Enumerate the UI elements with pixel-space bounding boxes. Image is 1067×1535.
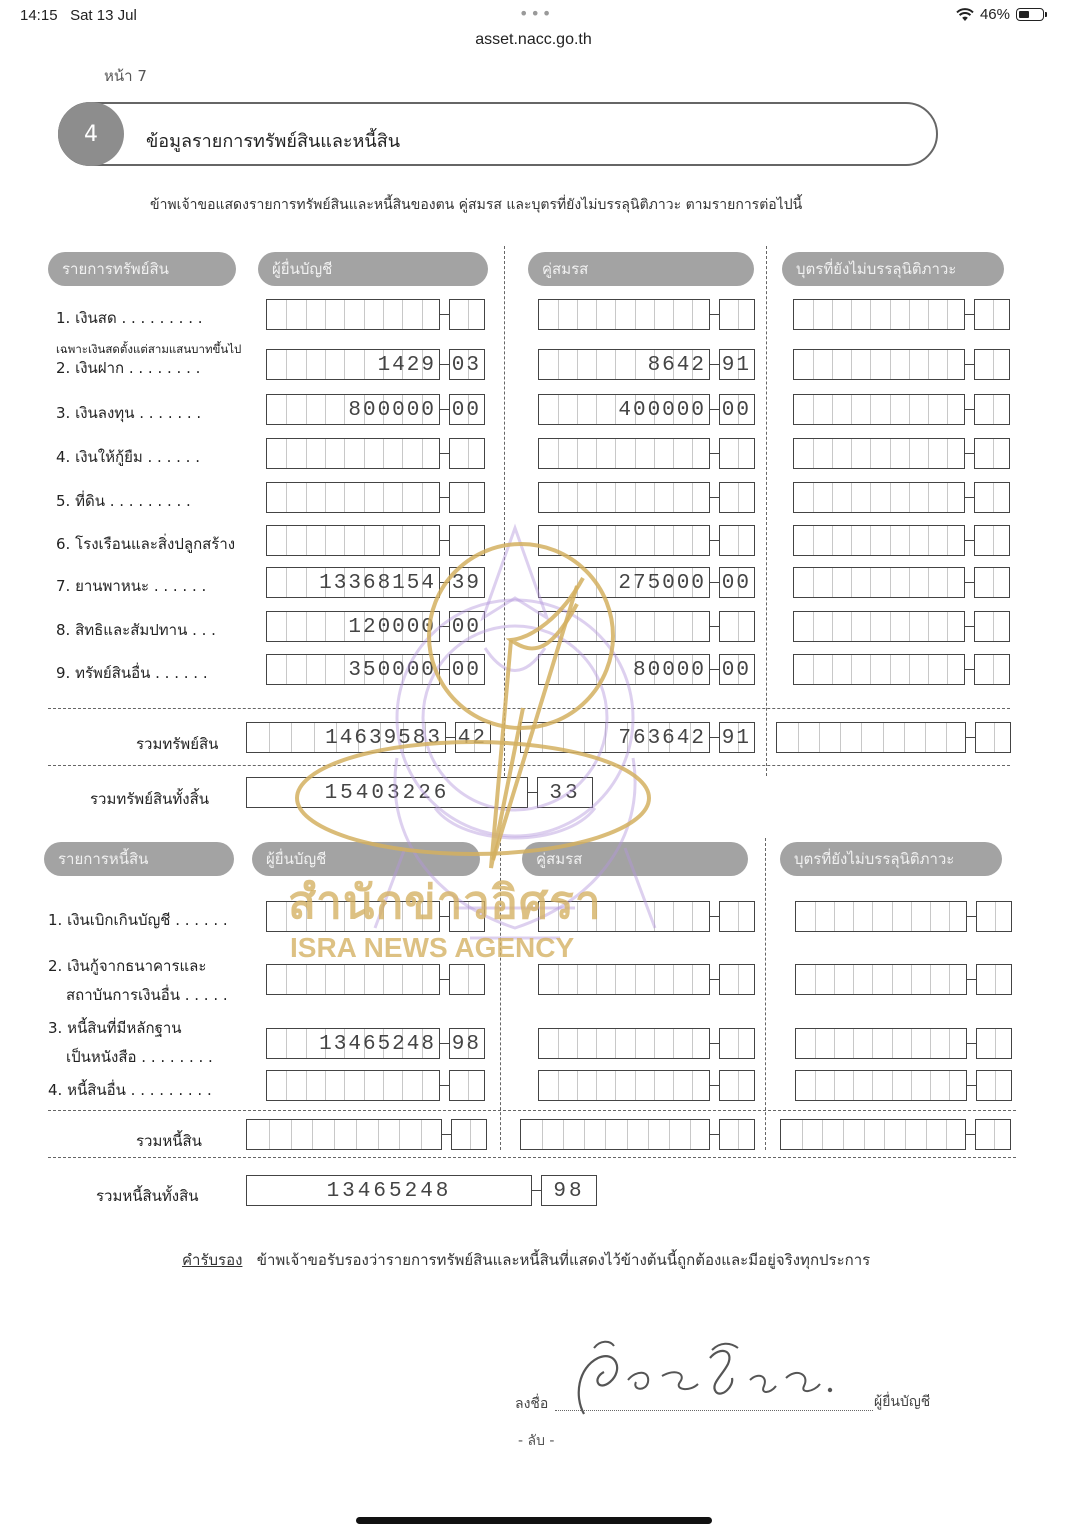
asset-filer-field-satang-value: 00 xyxy=(451,658,481,682)
asset-spouse-field xyxy=(538,349,755,380)
asset-spouse-field xyxy=(538,654,755,685)
asset-total-children-baht xyxy=(776,722,966,753)
liability-row-label: 3. หนี้สินที่มีหลักฐาน xyxy=(48,1019,182,1037)
handwritten-signature-icon xyxy=(570,1328,840,1428)
asset-grand-total-label: รวมทรัพย์สินทั้งสิ้น xyxy=(90,790,210,808)
header-liability-children: บุตรที่ยังไม่บรรลุนิติภาวะ xyxy=(780,842,1002,876)
section-title: ข้อมูลรายการทรัพย์สินและหนี้สิน xyxy=(146,131,401,152)
baht-satang-separator xyxy=(965,453,974,455)
asset-filer-field xyxy=(266,567,485,598)
liability-spouse-field xyxy=(538,964,755,995)
grand-total-satang-field xyxy=(537,777,593,808)
asset-spouse-field-satang xyxy=(719,299,755,330)
baht-satang-separator xyxy=(710,916,719,918)
asset-grand-total-box xyxy=(246,777,593,808)
baht-satang-separator xyxy=(967,916,976,918)
asset-filer-field-baht xyxy=(266,525,440,556)
liability-children-field-baht xyxy=(795,964,967,995)
asset-filer-field-satang xyxy=(449,438,485,469)
liability-total-spouse-baht xyxy=(520,1119,710,1150)
asset-total-filer-baht xyxy=(246,722,446,753)
asset-total-spouse-baht xyxy=(520,722,710,753)
liability-children-field-baht xyxy=(795,1070,967,1101)
asset-filer-field-value: 800000 xyxy=(348,398,436,422)
header-asset-spouse: คู่สมรส xyxy=(528,252,754,286)
asset-total-filer-satang xyxy=(455,722,491,753)
liability-children-field xyxy=(795,1070,1012,1101)
asset-children-field-baht xyxy=(793,654,965,685)
liability-grand-total-satang: 98 xyxy=(553,1179,585,1203)
asset-filer-field-satang xyxy=(449,394,485,425)
asset-spouse-field xyxy=(538,299,755,330)
liability-grand-total-baht-field xyxy=(246,1175,532,1206)
baht-satang-separator xyxy=(710,1134,719,1136)
column-separator xyxy=(765,838,766,1150)
baht-satang-separator xyxy=(710,737,719,739)
baht-satang-separator xyxy=(710,626,719,628)
asset-children-field-satang xyxy=(974,299,1010,330)
baht-satang-separator xyxy=(440,314,449,316)
asset-children-field xyxy=(793,525,1010,556)
asset-spouse-field-value: 400000 xyxy=(618,398,706,422)
asset-filer-field-baht xyxy=(266,438,440,469)
asset-spouse-field-baht xyxy=(538,482,710,513)
baht-satang-separator xyxy=(440,1043,449,1045)
intro-text: ข้าพเจ้าขอแสดงรายการทรัพย์สินและหนี้สินของตน คู่สมรส และบุตรที่ยังไม่บรรลุนิติภาวะ ตามรายการต่อไปนี้ xyxy=(150,197,803,213)
baht-satang-separator xyxy=(967,1085,976,1087)
asset-row-label: 3. เงินลงทุน . . . . . . . xyxy=(56,404,202,422)
asset-spouse-field-satang-value: 00 xyxy=(721,571,751,595)
liability-filer-field-baht xyxy=(266,964,440,995)
liability-spouse-field xyxy=(538,1070,755,1101)
baht-satang-separator xyxy=(965,669,974,671)
asset-filer-field-satang xyxy=(449,299,485,330)
asset-children-field xyxy=(793,394,1010,425)
asset-spouse-field xyxy=(538,394,755,425)
liability-filer-field-satang xyxy=(449,964,485,995)
liability-grand-total-value: 13465248 xyxy=(326,1179,452,1203)
liability-total-spouse xyxy=(520,1119,755,1150)
liability-total-children xyxy=(780,1119,1011,1150)
asset-spouse-field-satang xyxy=(719,611,755,642)
asset-children-field-baht xyxy=(793,482,965,513)
asset-row-label: 6. โรงเรือนและสิ่งปลูกสร้าง xyxy=(56,535,236,553)
wifi-icon xyxy=(956,8,974,22)
liability-filer-field xyxy=(266,1070,485,1101)
asset-filer-field-satang-value: 00 xyxy=(451,615,481,639)
column-separator xyxy=(504,246,505,776)
baht-satang-separator xyxy=(966,737,975,739)
asset-children-field-baht xyxy=(793,394,965,425)
status-bar xyxy=(0,0,1067,59)
liability-total-filer-baht xyxy=(246,1119,442,1150)
asset-children-field-satang xyxy=(974,349,1010,380)
asset-spouse-field-satang xyxy=(719,567,755,598)
clock-time: 14:15 xyxy=(20,7,58,24)
liability-spouse-field-baht xyxy=(538,1028,710,1059)
asset-row-label: 5. ที่ดิน . . . . . . . . . xyxy=(56,492,191,510)
asset-filer-field-value: 13368154 xyxy=(319,571,436,595)
asset-filer-field-baht xyxy=(266,349,440,380)
liability-children-field-baht xyxy=(795,1028,967,1059)
baht-satang-separator xyxy=(965,540,974,542)
asset-children-field-satang xyxy=(974,611,1010,642)
status-right xyxy=(956,6,1047,23)
liability-total-spouse-satang xyxy=(719,1119,755,1150)
liability-children-field-satang xyxy=(976,901,1012,932)
asset-filer-field xyxy=(266,438,485,469)
asset-grand-total-satang: 33 xyxy=(549,781,581,805)
asset-filer-field-value: 120000 xyxy=(348,615,436,639)
liability-spouse-field-satang xyxy=(719,901,755,932)
asset-children-field-satang xyxy=(974,482,1010,513)
asset-spouse-field-baht xyxy=(538,654,710,685)
baht-satang-separator xyxy=(446,737,455,739)
asset-total-filer-satang-value: 42 xyxy=(457,726,487,750)
battery-percent: 46% xyxy=(979,6,1010,23)
liability-total-filer-satang xyxy=(451,1119,487,1150)
asset-filer-field-baht xyxy=(266,654,440,685)
liability-children-field-baht xyxy=(795,901,967,932)
asset-filer-field-value: 350000 xyxy=(348,658,436,682)
liability-children-field-satang xyxy=(976,1028,1012,1059)
asset-children-field-satang xyxy=(974,525,1010,556)
asset-children-field xyxy=(793,567,1010,598)
asset-row-label: 8. สิทธิและสัมปทาน . . . xyxy=(56,621,216,639)
asset-children-field-baht xyxy=(793,438,965,469)
asset-filer-field-satang xyxy=(449,349,485,380)
asset-total-spouse xyxy=(520,722,755,753)
asset-filer-field-baht xyxy=(266,567,440,598)
signature-role: ผู้ยื่นบัญชี xyxy=(874,1394,931,1410)
asset-row-label: 2. เงินฝาก . . . . . . . . xyxy=(56,359,201,377)
baht-satang-separator xyxy=(966,1134,975,1136)
asset-children-field-baht xyxy=(793,567,965,598)
liability-filer-field-baht xyxy=(266,1070,440,1101)
liability-total-children-baht xyxy=(780,1119,966,1150)
status-time xyxy=(20,7,137,24)
battery-icon xyxy=(1016,8,1044,21)
baht-satang-separator xyxy=(710,1043,719,1045)
liability-row-label: 1. เงินเบิกเกินบัญชี . . . . . . xyxy=(48,911,228,929)
asset-spouse-field xyxy=(538,567,755,598)
address-url[interactable]: asset.nacc.go.th xyxy=(475,31,592,48)
liability-total-label: รวมหนี้สิน xyxy=(136,1132,202,1150)
section-number: 4 xyxy=(58,102,124,166)
asset-spouse-field-baht xyxy=(538,438,710,469)
asset-filer-field-satang xyxy=(449,611,485,642)
asset-total-children xyxy=(776,722,1011,753)
header-asset-filer: ผู้ยื่นบัญชี xyxy=(258,252,488,286)
baht-satang-separator xyxy=(440,409,449,411)
asset-spouse-field-satang xyxy=(719,525,755,556)
liability-grand-total-box xyxy=(246,1175,597,1206)
liability-filer-field-satang xyxy=(449,1028,485,1059)
asset-filer-field-satang-value: 03 xyxy=(451,353,481,377)
baht-satang-separator xyxy=(440,582,449,584)
asset-spouse-field-baht xyxy=(538,349,710,380)
asset-filer-field-satang xyxy=(449,525,485,556)
baht-satang-separator xyxy=(440,540,449,542)
asset-children-field-satang xyxy=(974,567,1010,598)
asset-filer-field xyxy=(266,482,485,513)
baht-satang-separator xyxy=(442,1134,451,1136)
asset-spouse-field-satang xyxy=(719,349,755,380)
asset-children-field-baht xyxy=(793,349,965,380)
asset-spouse-field xyxy=(538,482,755,513)
asset-filer-field-satang xyxy=(449,482,485,513)
liability-grand-total-label: รวมหนี้สินทั้งสิน xyxy=(96,1187,199,1205)
asset-spouse-field-baht xyxy=(538,567,710,598)
liability-spouse-field xyxy=(538,1028,755,1059)
baht-satang-separator xyxy=(710,453,719,455)
asset-spouse-field xyxy=(538,525,755,556)
battery-nub xyxy=(1045,12,1047,17)
liability-spouse-field-satang xyxy=(719,964,755,995)
liability-row-label: 4. หนี้สินอื่น . . . . . . . . . xyxy=(48,1081,212,1099)
asset-spouse-field-baht xyxy=(538,611,710,642)
baht-satang-separator xyxy=(965,364,974,366)
liability-children-field-satang xyxy=(976,964,1012,995)
baht-satang-separator xyxy=(532,1190,541,1192)
asset-filer-field-baht xyxy=(266,482,440,513)
asset-filer-field-satang-value: 39 xyxy=(451,571,481,595)
asset-filer-field-satang-value: 00 xyxy=(451,398,481,422)
asset-children-field-satang xyxy=(974,654,1010,685)
signature-label: ลงชื่อ xyxy=(515,1396,549,1412)
row-separator xyxy=(48,765,1010,766)
header-asset-children: บุตรที่ยังไม่บรรลุนิติภาวะ xyxy=(782,252,1004,286)
asset-filer-field xyxy=(266,299,485,330)
liability-filer-field xyxy=(266,964,485,995)
clock-date: Sat 13 Jul xyxy=(70,7,137,24)
row-separator xyxy=(48,1110,1016,1111)
baht-satang-separator xyxy=(967,979,976,981)
asset-spouse-field-satang xyxy=(719,394,755,425)
asset-total-label: รวมทรัพย์สิน xyxy=(136,735,219,753)
asset-filer-field-value: 1429 xyxy=(377,353,436,377)
asset-filer-field-baht xyxy=(266,394,440,425)
baht-satang-separator xyxy=(440,669,449,671)
asset-filer-field-satang xyxy=(449,654,485,685)
liability-filer-field-baht xyxy=(266,1028,440,1059)
asset-spouse-field-satang-value: 00 xyxy=(721,398,751,422)
baht-satang-separator xyxy=(965,626,974,628)
column-separator xyxy=(766,246,767,776)
liability-spouse-field-baht xyxy=(538,964,710,995)
asset-total-spouse-value: 763642 xyxy=(618,726,706,750)
certification xyxy=(182,1248,870,1272)
grand-total-baht-field xyxy=(246,777,528,808)
cash-note: เฉพาะเงินสดตั้งแต่สามแสนบาทขึ้นไป xyxy=(56,342,242,356)
liability-filer-field xyxy=(266,1028,485,1059)
header-liability-filer: ผู้ยื่นบัญชี xyxy=(252,842,480,876)
asset-spouse-field-value: 80000 xyxy=(632,658,706,682)
liability-spouse-field-satang xyxy=(719,1070,755,1101)
asset-filer-field xyxy=(266,654,485,685)
liability-filer-field-value: 13465248 xyxy=(319,1032,436,1056)
asset-row-label: 9. ทรัพย์สินอื่น . . . . . . xyxy=(56,664,208,682)
asset-children-field xyxy=(793,482,1010,513)
liability-children-field xyxy=(795,1028,1012,1059)
asset-spouse-field-baht xyxy=(538,525,710,556)
asset-row-label: 4. เงินให้กู้ยืม . . . . . . xyxy=(56,448,200,466)
asset-spouse-field xyxy=(538,611,755,642)
asset-total-children-satang xyxy=(975,722,1011,753)
baht-satang-separator xyxy=(965,582,974,584)
asset-children-field-baht xyxy=(793,611,965,642)
certification-heading: คำรับรอง xyxy=(182,1251,243,1269)
asset-filer-field-satang xyxy=(449,567,485,598)
liability-row-label: 2. เงินกู้จากธนาคารและ xyxy=(48,957,207,975)
watermark-english-text: ISRA NEWS AGENCY xyxy=(290,932,575,963)
asset-children-field-satang xyxy=(974,438,1010,469)
asset-total-spouse-satang xyxy=(719,722,755,753)
liability-filer-field-satang-value: 98 xyxy=(451,1032,481,1056)
liability-children-field-satang xyxy=(976,1070,1012,1101)
asset-spouse-field-satang-value: 00 xyxy=(721,658,751,682)
liability-total-filer xyxy=(246,1119,487,1150)
baht-satang-separator xyxy=(710,497,719,499)
asset-children-field-baht xyxy=(793,299,965,330)
asset-spouse-field xyxy=(538,438,755,469)
baht-satang-separator xyxy=(528,792,537,794)
liability-spouse-field-satang xyxy=(719,1028,755,1059)
asset-filer-field xyxy=(266,525,485,556)
baht-satang-separator xyxy=(710,409,719,411)
more-dots-icon[interactable]: ••• xyxy=(519,4,554,23)
baht-satang-separator xyxy=(967,1043,976,1045)
baht-satang-separator xyxy=(710,582,719,584)
liability-row-label-line2: เป็นหนังสือ . . . . . . . . xyxy=(66,1048,213,1066)
liability-children-field xyxy=(795,901,1012,932)
row-separator xyxy=(48,1157,1016,1158)
row-separator xyxy=(48,708,1010,709)
liability-children-field xyxy=(795,964,1012,995)
asset-filer-field xyxy=(266,394,485,425)
asset-spouse-field-baht xyxy=(538,394,710,425)
baht-satang-separator xyxy=(710,540,719,542)
baht-satang-separator xyxy=(965,497,974,499)
liability-filer-field-satang xyxy=(449,1070,485,1101)
asset-spouse-field-satang xyxy=(719,482,755,513)
asset-total-filer-value: 14639583 xyxy=(325,726,442,750)
liability-grand-total-satang-field xyxy=(541,1175,597,1206)
baht-satang-separator xyxy=(965,409,974,411)
baht-satang-separator xyxy=(440,364,449,366)
confidential-mark: - ลับ - xyxy=(518,1433,555,1449)
baht-satang-separator xyxy=(440,1085,449,1087)
header-liability-spouse: คู่สมรส xyxy=(522,842,748,876)
asset-spouse-field-satang xyxy=(719,438,755,469)
asset-spouse-field-value: 275000 xyxy=(618,571,706,595)
asset-row-label: 1. เงินสด . . . . . . . . . xyxy=(56,309,203,327)
certification-text: ข้าพเจ้าขอรับรองว่ารายการทรัพย์สินและหนี้สินที่แสดงไว้ข้างต้นนี้ถูกต้องและมีอยู่จริงทุกประการ xyxy=(256,1251,871,1269)
page-number-label: หน้า 7 xyxy=(104,67,147,85)
baht-satang-separator xyxy=(710,314,719,316)
asset-children-field xyxy=(793,349,1010,380)
asset-filer-field-baht xyxy=(266,611,440,642)
asset-spouse-field-value: 8642 xyxy=(647,353,706,377)
baht-satang-separator xyxy=(710,1085,719,1087)
header-liability-items: รายการหนี้สิน xyxy=(44,842,234,876)
asset-filer-field-baht xyxy=(266,299,440,330)
asset-total-spouse-satang-value: 91 xyxy=(721,726,751,750)
liability-total-children-satang xyxy=(975,1119,1011,1150)
asset-row-label: 7. ยานพาหนะ . . . . . . xyxy=(56,577,207,595)
baht-satang-separator xyxy=(710,979,719,981)
baht-satang-separator xyxy=(965,314,974,316)
baht-satang-separator xyxy=(440,626,449,628)
header-asset-items: รายการทรัพย์สิน xyxy=(48,252,236,286)
asset-children-field xyxy=(793,654,1010,685)
baht-satang-separator xyxy=(710,364,719,366)
asset-total-filer xyxy=(246,722,491,753)
asset-children-field xyxy=(793,299,1010,330)
asset-children-field xyxy=(793,611,1010,642)
baht-satang-separator xyxy=(440,979,449,981)
document-page xyxy=(0,58,1067,1535)
home-indicator[interactable] xyxy=(356,1517,712,1524)
baht-satang-separator xyxy=(440,453,449,455)
asset-spouse-field-satang xyxy=(719,654,755,685)
asset-children-field-satang xyxy=(974,394,1010,425)
asset-filer-field xyxy=(266,349,485,380)
asset-filer-field xyxy=(266,611,485,642)
asset-grand-total-value: 15403226 xyxy=(324,781,450,805)
liability-row-label-line2: สถาบันการเงินอื่น . . . . . xyxy=(66,986,228,1004)
asset-children-field-baht xyxy=(793,525,965,556)
asset-spouse-field-baht xyxy=(538,299,710,330)
asset-children-field xyxy=(793,438,1010,469)
watermark-thai-text: สำนักข่าวอิศรา xyxy=(288,875,602,929)
asset-spouse-field-satang-value: 91 xyxy=(721,353,751,377)
baht-satang-separator xyxy=(710,669,719,671)
liability-spouse-field-baht xyxy=(538,1070,710,1101)
baht-satang-separator xyxy=(440,497,449,499)
